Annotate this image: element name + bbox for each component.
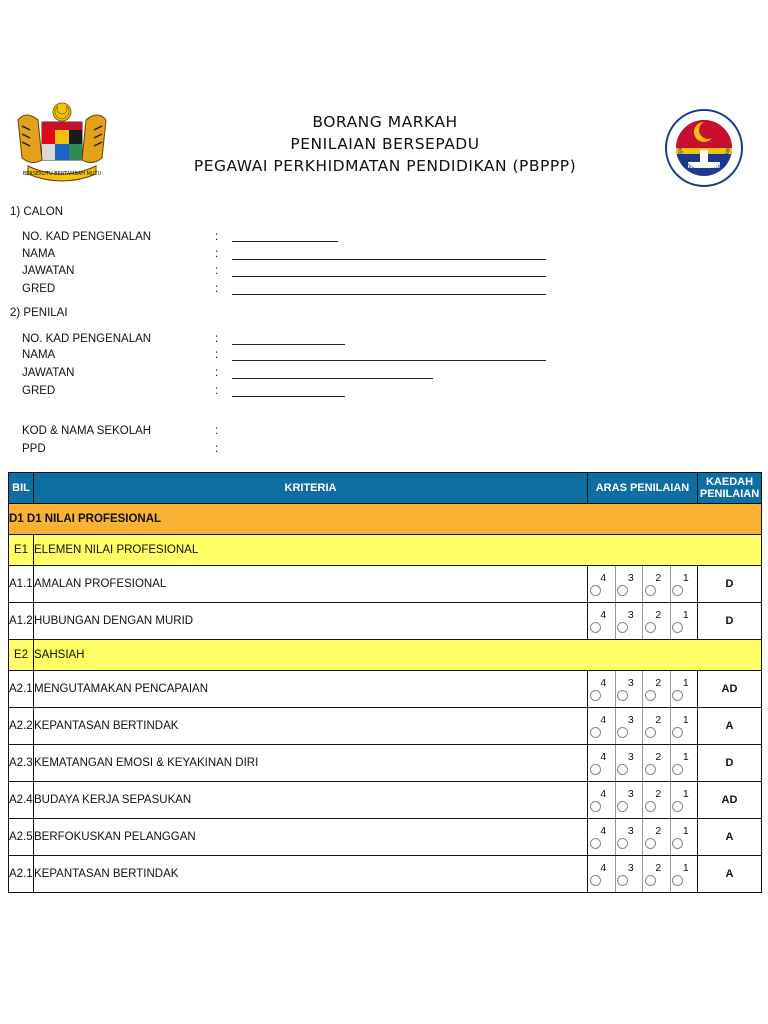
calon-name-field[interactable]: [232, 259, 546, 260]
rating-option[interactable]: [643, 856, 671, 892]
criteria-row: [9, 856, 762, 893]
rating-option[interactable]: [616, 708, 644, 744]
radio-button-icon[interactable]: [590, 690, 601, 701]
rating-score: 4: [600, 788, 607, 800]
rating-score: 2: [655, 788, 662, 800]
rating-option[interactable]: [616, 819, 644, 855]
radio-button-icon[interactable]: [590, 585, 601, 596]
rating-option[interactable]: [671, 856, 698, 892]
elemen-code: E1: [9, 535, 34, 566]
radio-button-icon[interactable]: [617, 764, 628, 775]
penilai-jawatan-label: JAWATAN: [22, 367, 75, 379]
radio-button-icon[interactable]: [617, 727, 628, 738]
domain-row: D1 D1 NILAI PROFESIONAL: [9, 504, 762, 535]
rating-option[interactable]: [643, 671, 671, 707]
colon: :: [215, 425, 219, 437]
radio-button-icon[interactable]: [590, 622, 601, 633]
criteria-bil: A2.5: [9, 819, 34, 856]
penilai-ic-label: NO. KAD PENGENALAN: [22, 333, 152, 345]
radio-button-icon[interactable]: [645, 764, 656, 775]
criteria-row: [9, 782, 762, 819]
header-kaedah: KAEDAH PENILAIAN: [698, 473, 762, 504]
criteria-bil: A2.1: [9, 856, 34, 893]
radio-button-icon[interactable]: [617, 690, 628, 701]
rating-option[interactable]: [643, 603, 671, 639]
calon-jawatan-label: JAWATAN: [22, 265, 75, 277]
colon: :: [215, 265, 219, 277]
rating-options: [588, 603, 698, 640]
rating-option[interactable]: [671, 566, 698, 602]
kaedah-value: D: [698, 566, 762, 603]
rating-option[interactable]: [671, 745, 698, 781]
rating-score: 2: [655, 825, 662, 837]
rating-option[interactable]: [616, 603, 644, 639]
assessment-table: [8, 472, 762, 893]
rating-option[interactable]: [588, 782, 616, 818]
calon-gred-field[interactable]: [232, 294, 546, 295]
criteria-bil: A2.4: [9, 782, 34, 819]
kaedah-value: AD: [698, 671, 762, 708]
criteria-label: MENGUTAMAKAN PENCAPAIAN: [34, 671, 588, 708]
rating-score: 3: [627, 862, 634, 874]
radio-button-icon[interactable]: [645, 727, 656, 738]
radio-button-icon[interactable]: [617, 801, 628, 812]
criteria-bil: A2.2: [9, 708, 34, 745]
kaedah-value: A: [698, 708, 762, 745]
radio-button-icon[interactable]: [672, 727, 683, 738]
calon-gred-label: GRED: [22, 283, 56, 295]
calon-jawatan-field[interactable]: [232, 276, 546, 277]
rating-options: [588, 566, 698, 603]
rating-option[interactable]: [671, 603, 698, 639]
rating-option[interactable]: [643, 745, 671, 781]
criteria-bil: A2.3: [9, 745, 34, 782]
radio-button-icon[interactable]: [672, 875, 683, 886]
rating-score: 1: [682, 862, 689, 874]
rating-option[interactable]: [588, 603, 616, 639]
penilai-heading: 2) PENILAI: [10, 307, 68, 319]
radio-button-icon[interactable]: [645, 622, 656, 633]
colon: :: [215, 283, 219, 295]
form-subtitle-2: PEGAWAI PERKHIDMATAN PENDIDIKAN (PBPPP): [193, 157, 577, 175]
rating-option[interactable]: [616, 745, 644, 781]
radio-button-icon[interactable]: [617, 838, 628, 849]
rating-score: 2: [655, 609, 662, 621]
radio-button-icon[interactable]: [672, 801, 683, 812]
rating-option[interactable]: [643, 566, 671, 602]
radio-button-icon[interactable]: [617, 622, 628, 633]
penilai-gred-field[interactable]: [232, 396, 345, 397]
radio-button-icon[interactable]: [645, 585, 656, 596]
colon: :: [215, 385, 219, 397]
rating-option[interactable]: [616, 782, 644, 818]
criteria-row: [9, 566, 762, 603]
rating-score: 4: [600, 751, 607, 763]
radio-button-icon[interactable]: [672, 764, 683, 775]
rating-options: [588, 856, 698, 893]
criteria-label: BUDAYA KERJA SEPASUKAN: [34, 782, 588, 819]
criteria-label: BERFOKUSKAN PELANGGAN: [34, 819, 588, 856]
rating-score: 3: [627, 572, 634, 584]
kaedah-value: D: [698, 603, 762, 640]
colon: :: [215, 367, 219, 379]
rating-option[interactable]: [671, 782, 698, 818]
rating-score: 2: [655, 862, 662, 874]
rating-option[interactable]: [588, 566, 616, 602]
rating-option[interactable]: [671, 671, 698, 707]
criteria-row: [9, 671, 762, 708]
rating-score: 2: [655, 572, 662, 584]
rating-score: 1: [682, 714, 689, 726]
form-title: BORANG MARKAH: [312, 113, 458, 131]
radio-button-icon[interactable]: [672, 622, 683, 633]
colon: :: [215, 248, 219, 260]
criteria-bil: A1.2: [9, 603, 34, 640]
rating-score: 1: [682, 609, 689, 621]
rating-option[interactable]: [588, 671, 616, 707]
criteria-row: [9, 603, 762, 640]
rating-score: 1: [682, 825, 689, 837]
elemen-label: SAHSIAH: [34, 640, 762, 671]
criteria-label: HUBUNGAN DENGAN MURID: [34, 603, 588, 640]
radio-button-icon[interactable]: [645, 690, 656, 701]
rating-score: 2: [655, 677, 662, 689]
radio-button-icon[interactable]: [672, 690, 683, 701]
kaedah-value: AD: [698, 782, 762, 819]
rating-score: 2: [655, 714, 662, 726]
rating-score: 4: [600, 825, 607, 837]
radio-button-icon[interactable]: [645, 801, 656, 812]
rating-option[interactable]: [671, 819, 698, 855]
calon-ic-label: NO. KAD PENGENALAN: [22, 231, 152, 243]
kaedah-value: D: [698, 745, 762, 782]
rating-score: 1: [682, 572, 689, 584]
rating-option[interactable]: [588, 819, 616, 855]
sekolah-label: KOD & NAMA SEKOLAH: [22, 425, 152, 437]
criteria-row: [9, 819, 762, 856]
criteria-row: [9, 745, 762, 782]
criteria-bil: A1.1: [9, 566, 34, 603]
rating-option[interactable]: [643, 819, 671, 855]
colon: :: [215, 333, 219, 345]
calon-name-label: NAMA: [22, 248, 56, 260]
rating-score: 4: [600, 572, 607, 584]
rating-options: [588, 671, 698, 708]
rating-score: 1: [682, 677, 689, 689]
calon-heading: 1) CALON: [10, 206, 64, 218]
rating-option[interactable]: [616, 856, 644, 892]
rating-score: 4: [600, 677, 607, 689]
criteria-label: AMALAN PROFESIONAL: [34, 566, 588, 603]
colon: :: [215, 231, 219, 243]
rating-options: [588, 819, 698, 856]
rating-score: 4: [600, 609, 607, 621]
elemen-code: E2: [9, 640, 34, 671]
svg-text:BERSEKUTU BERTAMBAH MUTU: BERSEKUTU BERTAMBAH MUTU: [22, 171, 102, 177]
penilai-name-label: NAMA: [22, 349, 56, 361]
rating-score: 3: [627, 677, 634, 689]
rating-option[interactable]: [671, 708, 698, 744]
criteria-row: [9, 708, 762, 745]
criteria-label: KEPANTASAN BERTINDAK: [34, 708, 588, 745]
radio-button-icon[interactable]: [672, 585, 683, 596]
rating-option[interactable]: [643, 782, 671, 818]
rating-options: [588, 745, 698, 782]
criteria-bil: A2.1: [9, 671, 34, 708]
penilai-gred-label: GRED: [22, 385, 56, 397]
radio-button-icon[interactable]: [590, 727, 601, 738]
header-bil: BIL: [9, 473, 34, 504]
rating-options: [588, 782, 698, 819]
rating-score: 2: [655, 751, 662, 763]
radio-button-icon[interactable]: [590, 801, 601, 812]
rating-score: 4: [600, 862, 607, 874]
radio-button-icon[interactable]: [672, 838, 683, 849]
form-subtitle: PENILAIAN BERSEPADU: [290, 135, 480, 153]
colon: :: [215, 443, 219, 455]
malaysia-coat-of-arms-logo: [10, 100, 114, 188]
header-kriteria: KRITERIA: [34, 473, 588, 504]
rating-option[interactable]: [588, 745, 616, 781]
rating-options: [588, 708, 698, 745]
rating-score: 3: [627, 788, 634, 800]
criteria-label: KEMATANGAN EMOSI & KEYAKINAN DIRI: [34, 745, 588, 782]
rating-option[interactable]: [588, 708, 616, 744]
kaedah-value: A: [698, 819, 762, 856]
rating-score: 1: [682, 751, 689, 763]
kaedah-value: A: [698, 856, 762, 893]
rating-score: 1: [682, 788, 689, 800]
radio-button-icon[interactable]: [617, 585, 628, 596]
elemen-label: ELEMEN NILAI PROFESIONAL: [34, 535, 762, 566]
radio-button-icon[interactable]: [590, 838, 601, 849]
radio-button-icon[interactable]: [590, 764, 601, 775]
rating-score: 4: [600, 714, 607, 726]
rating-score: 3: [627, 714, 634, 726]
header-aras: ARAS PENILAIAN: [588, 473, 698, 504]
svg-text:KEMENTERIAN PELAJARAN MALAYSIA: KEMENTERIAN PELAJARAN MA: [675, 146, 733, 177]
ministry-of-education-logo: [664, 108, 744, 188]
rating-score: 3: [627, 609, 634, 621]
ppd-label: PPD: [22, 443, 46, 455]
rating-score: 3: [627, 825, 634, 837]
penilai-ic-field[interactable]: [232, 344, 345, 345]
colon: :: [215, 349, 219, 361]
rating-score: 3: [627, 751, 634, 763]
rating-option[interactable]: [616, 566, 644, 602]
radio-button-icon[interactable]: [617, 875, 628, 886]
radio-button-icon[interactable]: [645, 838, 656, 849]
penilai-name-field[interactable]: [232, 360, 546, 361]
radio-button-icon[interactable]: [645, 875, 656, 886]
penilai-jawatan-field[interactable]: [232, 378, 433, 379]
calon-ic-field[interactable]: [232, 241, 338, 242]
criteria-label: KEPANTASAN BERTINDAK: [34, 856, 588, 893]
rating-option[interactable]: [643, 708, 671, 744]
rating-option[interactable]: [588, 856, 616, 892]
rating-option[interactable]: [616, 671, 644, 707]
radio-button-icon[interactable]: [590, 875, 601, 886]
